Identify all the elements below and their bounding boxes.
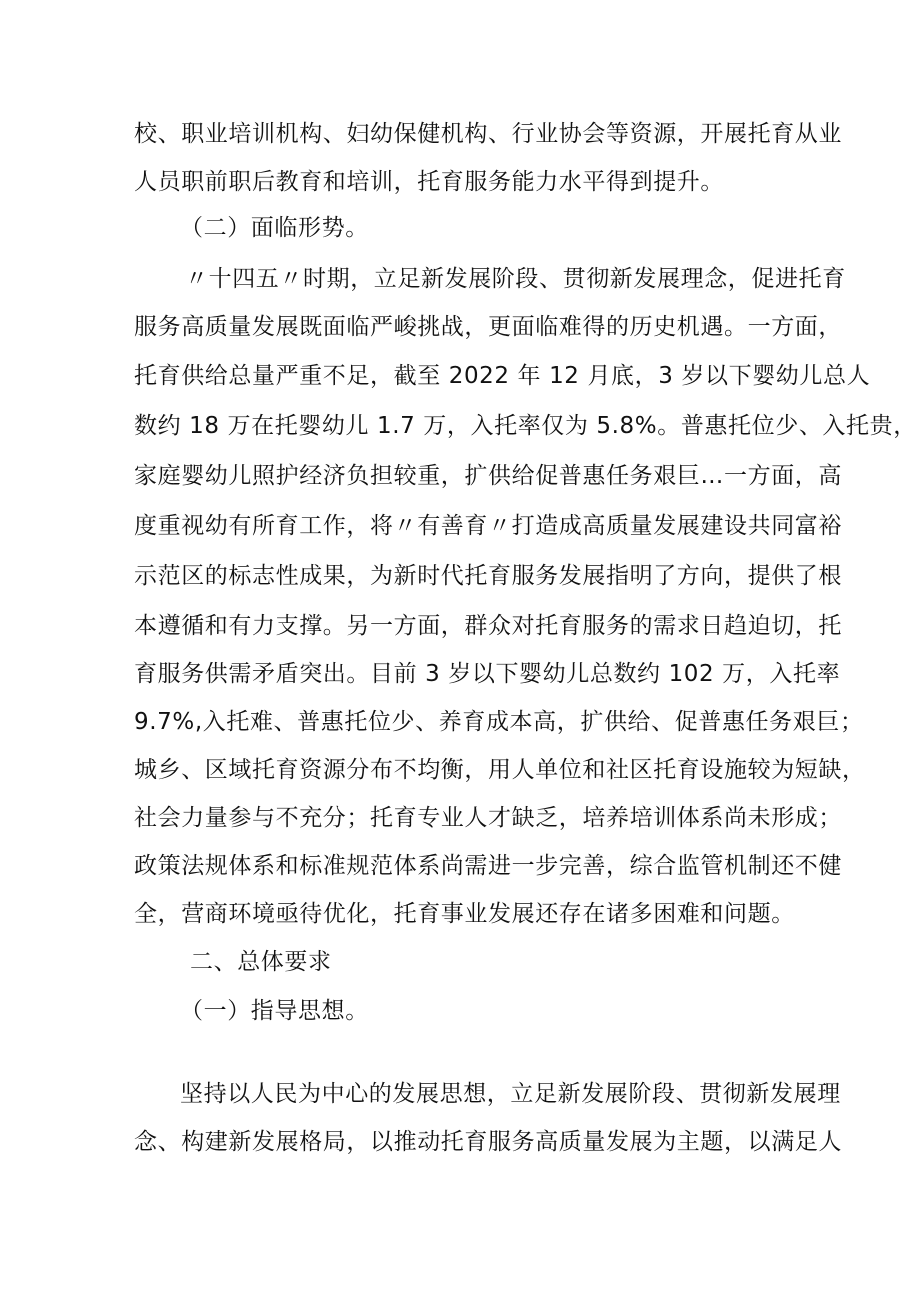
text-line: 坚持以人民为中心的发展思想，立足新发展阶段、贯彻新发展理 xyxy=(180,1081,841,1107)
text-line: 示范区的标志性成果，为新时代托育服务发展指明了方向，提供了根 xyxy=(134,563,842,589)
section-heading: （二）面临形势。 xyxy=(180,215,369,241)
text-line: 政策法规体系和标准规范体系尚需进一步完善，综合监管机制还不健 xyxy=(134,853,842,879)
text-line: 城乡、区域托育资源分布不均衡，用人单位和社区托育设施较为短缺， xyxy=(134,757,866,783)
text-line: 本遵循和有力支撑。另一方面，群众对托育服务的需求日趋迫切，托 xyxy=(134,613,842,639)
text-line: 服务高质量发展既面临严峻挑战，更面临难得的历史机遇。一方面， xyxy=(134,314,842,340)
text-line: 托育供给总量严重不足，截至 2022 年 12 月底，3 岁以下婴幼儿总人 xyxy=(134,363,871,389)
text-line: 9.7%,入托难、普惠托位少、养育成本高，扩供给、促普惠任务艰巨； xyxy=(134,709,864,735)
text-line: 家庭婴幼儿照护经济负担较重，扩供给促普惠任务艰巨…一方面，高 xyxy=(134,463,842,489)
text-line: 育服务供需矛盾突出。目前 3 岁以下婴幼儿总数约 102 万，入托率 xyxy=(134,661,841,687)
text-line: 〃十四五〃时期，立足新发展阶段、贯彻新发展理念，促进托育 xyxy=(185,266,846,292)
text-line: 数约 18 万在托婴幼儿 1.7 万，入托率仅为 5.8%。普惠托位少、入托贵， xyxy=(134,413,917,439)
text-line: 人员职前职后教育和培训，托育服务能力水平得到提升。 xyxy=(134,169,724,195)
section-heading: 二、总体要求 xyxy=(190,949,332,975)
text-line: 念、构建新发展格局，以推动托育服务高质量发展为主题，以满足人 xyxy=(134,1129,842,1155)
text-line: 校、职业培训机构、妇幼保健机构、行业协会等资源，开展托育从业 xyxy=(134,121,842,147)
section-heading: （一）指导思想。 xyxy=(180,998,369,1024)
text-line: 全，营商环境亟待优化，托育事业发展还存在诸多困难和问题。 xyxy=(134,901,795,927)
text-line: 社会力量参与不充分；托育专业人才缺乏，培养培训体系尚未形成； xyxy=(134,805,842,831)
text-line: 度重视幼有所育工作，将〃有善育〃打造成高质量发展建设共同富裕 xyxy=(134,513,842,539)
